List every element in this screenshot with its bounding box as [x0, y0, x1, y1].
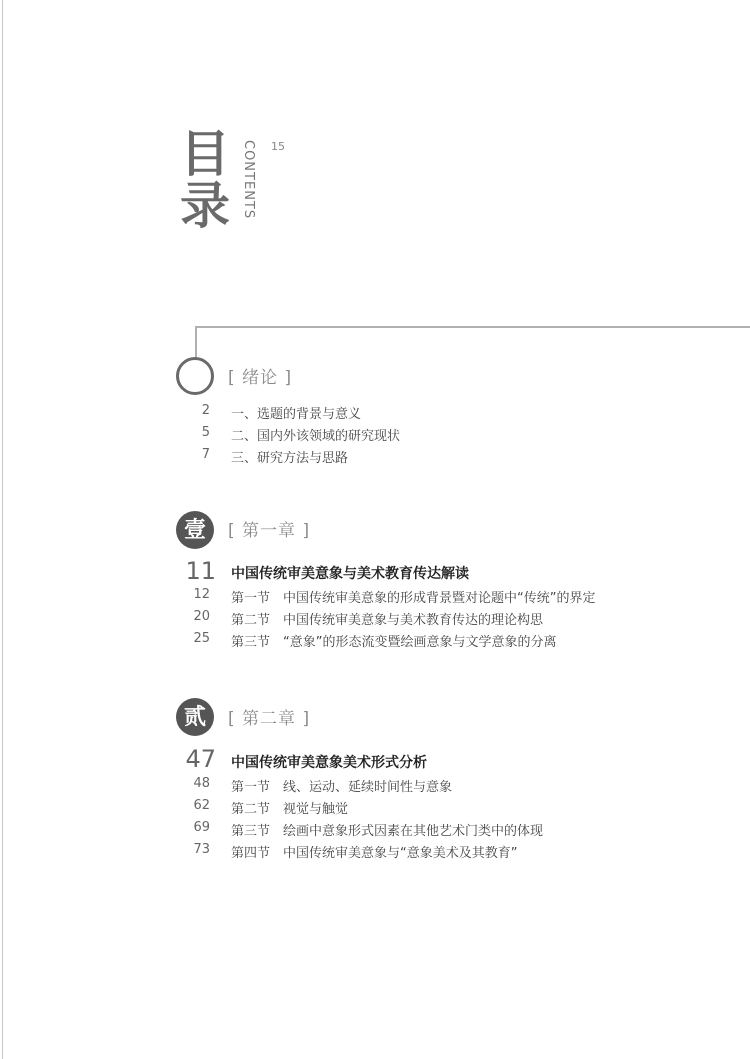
intro-item-link[interactable]: 二、国内外该领域的研究现状: [231, 429, 401, 444]
chapter2-item-page: 48: [193, 776, 210, 791]
intro-circle-icon: [176, 357, 214, 395]
divider-vertical: [195, 326, 197, 358]
intro-item-page: 2: [201, 403, 210, 418]
chapter2-item-link[interactable]: 第四节 中国传统审美意象与“意象美术及其教育”: [231, 846, 518, 861]
chapter2-item-link[interactable]: 第三节 绘画中意象形式因素在其他艺术门类中的体现: [231, 824, 544, 839]
chapter2-label: [ 第二章 ]: [228, 709, 311, 729]
contents-label-wrap: [232, 140, 262, 220]
chapter1-item-link[interactable]: 第一节 中国传统审美意象的形成背景暨对论题中“传统”的界定: [231, 591, 596, 606]
chapter1-item-link[interactable]: 第二节 中国传统审美意象与美术教育传达的理论构思: [231, 613, 544, 628]
page-number: 15: [271, 140, 285, 153]
contents-label: CONTENTS: [241, 140, 256, 220]
intro-item-page: 5: [201, 425, 210, 440]
chapter1-item-page: 25: [193, 631, 210, 646]
chapter2-badge-icon: 贰: [176, 698, 214, 736]
page-title-line1: 目: [180, 124, 230, 183]
chapter2-item-link[interactable]: 第一节 线、运动、延续时间性与意象: [231, 780, 453, 795]
divider-horizontal: [195, 326, 750, 328]
chapter1-item-link[interactable]: 第三节 “意象”的形态流变暨绘画意象与文学意象的分离: [231, 635, 557, 650]
chapter1-page: 11: [185, 557, 216, 585]
chapter1-badge-icon: 壹: [176, 511, 214, 549]
intro-item-link[interactable]: 三、研究方法与思路: [231, 451, 349, 466]
chapter2-item-page: 62: [193, 798, 210, 813]
page-edge-line: [2, 0, 3, 1059]
chapter1-item-page: 12: [193, 587, 210, 602]
chapter2-page: 47: [185, 745, 216, 773]
intro-item-link[interactable]: 一、选题的背景与意义: [231, 407, 362, 422]
chapter2-title-link[interactable]: 中国传统审美意象美术形式分析: [231, 755, 427, 771]
page-title: [180, 124, 232, 235]
chapter2-item-page: 69: [193, 820, 210, 835]
chapter2-item-link[interactable]: 第二节 视觉与触觉: [231, 802, 349, 817]
intro-section-label: [ 绪论 ]: [228, 368, 293, 388]
chapter1-item-page: 20: [193, 609, 210, 624]
intro-item-page: 7: [201, 447, 210, 462]
chapter2-item-page: 73: [193, 842, 210, 857]
chapter1-title-link[interactable]: 中国传统审美意象与美术教育传达解读: [231, 566, 469, 582]
page-title-line2: 录: [180, 176, 230, 235]
chapter1-label: [ 第一章 ]: [228, 521, 311, 541]
